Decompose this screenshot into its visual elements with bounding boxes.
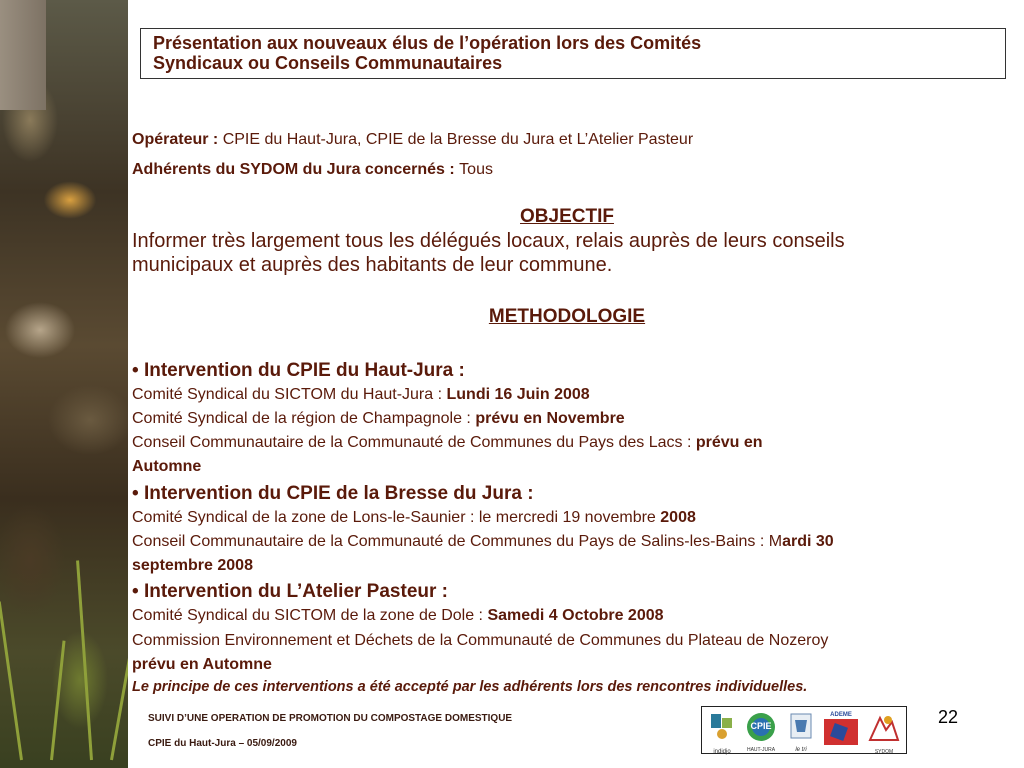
grass-blade — [110, 651, 128, 760]
bullet: • — [132, 581, 144, 602]
adherents-value: Tous — [459, 161, 493, 178]
sydom-logo — [866, 712, 902, 755]
adherents-label: Adhérents du SYDOM du Jura concernés : — [132, 161, 460, 178]
intervention-2-heading — [132, 483, 534, 505]
grass-blade — [50, 641, 66, 761]
adherents-line — [132, 161, 493, 179]
text: Comité Syndical du SICTOM du Haut-Jura : — [132, 386, 447, 403]
intervention-1-line-2 — [132, 410, 625, 428]
intervention-3-line-2: Commission Environnement et Déchets de la Communauté de Communes du Plateau de Nozeroy — [132, 632, 829, 649]
intervention-3-heading — [132, 581, 448, 603]
sydom-label: SYDOM — [874, 749, 894, 755]
footer-title: SUIVI D’UNE OPERATION DE PROMOTION DU COMPOSTAGE DOMESTIQUE — [148, 713, 513, 724]
grass-blade — [76, 560, 93, 760]
le-tri-label: le tri — [795, 747, 807, 753]
intervention-3-title: Intervention du L’Atelier Pasteur : — [143, 581, 448, 602]
date: 2008 — [660, 509, 696, 526]
operateur-label: Opérateur : — [132, 131, 223, 148]
intervention-2-line-3: septembre 2008 — [132, 557, 253, 574]
intervention-1-line-3 — [132, 434, 763, 452]
intervention-1-heading — [132, 360, 465, 382]
date: prévu en Novembre — [475, 410, 625, 427]
intervention-1-title: Intervention du CPIE du Haut-Jura : — [143, 360, 465, 381]
operateur-line — [132, 131, 693, 149]
operateur-value: CPIE du Haut-Jura, CPIE de la Bresse du Jura et L’Atelier Pasteur — [222, 131, 694, 148]
bullet: • — [132, 360, 144, 381]
objectif-heading: OBJECTIF — [520, 206, 614, 227]
title-box — [140, 28, 1006, 79]
intervention-3-line-3: prévu en Automne — [132, 656, 272, 673]
intervention-2-line-2 — [132, 533, 834, 551]
compost-photo — [0, 0, 128, 768]
cpie-label: CPIE — [750, 721, 772, 731]
footer-credit: CPIE du Haut-Jura – 05/09/2009 — [148, 738, 297, 749]
text: Conseil Communautaire de la Communauté de Communes du Pays de Salins-les-Bains : M — [132, 533, 783, 550]
date: Lundi 16 Juin 2008 — [446, 386, 590, 403]
intervention-1-line-1 — [132, 386, 590, 404]
intervention-2-line-1 — [132, 509, 696, 527]
objectif-line-2: municipaux et auprès des habitants de leur commune. — [132, 254, 613, 276]
date: ardi 30 — [782, 533, 834, 550]
ademe-label: ADEME — [830, 712, 852, 718]
wood-plank — [0, 0, 46, 110]
text: Comité Syndical de la région de Champagnole : — [132, 410, 476, 427]
conclusion-text: Le principe de ces interventions a été accepté par les adhérents lors des rencontres individuelles. — [132, 679, 808, 695]
indidjo-logo — [708, 712, 736, 755]
grass-blade — [0, 601, 23, 760]
cpie-sub-label: HAUT-JURA — [746, 747, 776, 753]
methodologie-heading: METHODOLOGIE — [488, 306, 646, 327]
text: Conseil Communautaire de la Communauté de Communes du Pays des Lacs : — [132, 434, 696, 451]
page-number: 22 — [938, 707, 959, 727]
cpie-logo — [742, 712, 780, 753]
bullet: • — [132, 483, 144, 504]
partner-logos — [701, 706, 907, 754]
date: Samedi 4 Octobre 2008 — [487, 607, 664, 624]
intervention-3-line-1 — [132, 607, 664, 625]
text: Comité Syndical de la zone de Lons-le-Saunier : le mercredi 19 novembre — [132, 509, 661, 526]
date: prévu en — [695, 434, 763, 451]
le-tri-logo — [788, 712, 814, 753]
intervention-2-title: Intervention du CPIE de la Bresse du Jura : — [143, 483, 534, 504]
title-line-1: Présentation aux nouveaux élus de l’opération lors des Comités — [153, 33, 702, 53]
title-line-2: Syndicaux ou Conseils Communautaires — [153, 53, 503, 73]
slide-title — [153, 33, 701, 73]
objectif-line-1: Informer très largement tous les délégués locaux, relais auprès de leurs conseils — [132, 230, 845, 252]
text: Comité Syndical du SICTOM de la zone de Dole : — [132, 607, 488, 624]
intervention-1-line-4: Automne — [132, 458, 202, 475]
indidjo-label: indidjo — [713, 749, 731, 755]
ademe-logo — [822, 712, 860, 750]
